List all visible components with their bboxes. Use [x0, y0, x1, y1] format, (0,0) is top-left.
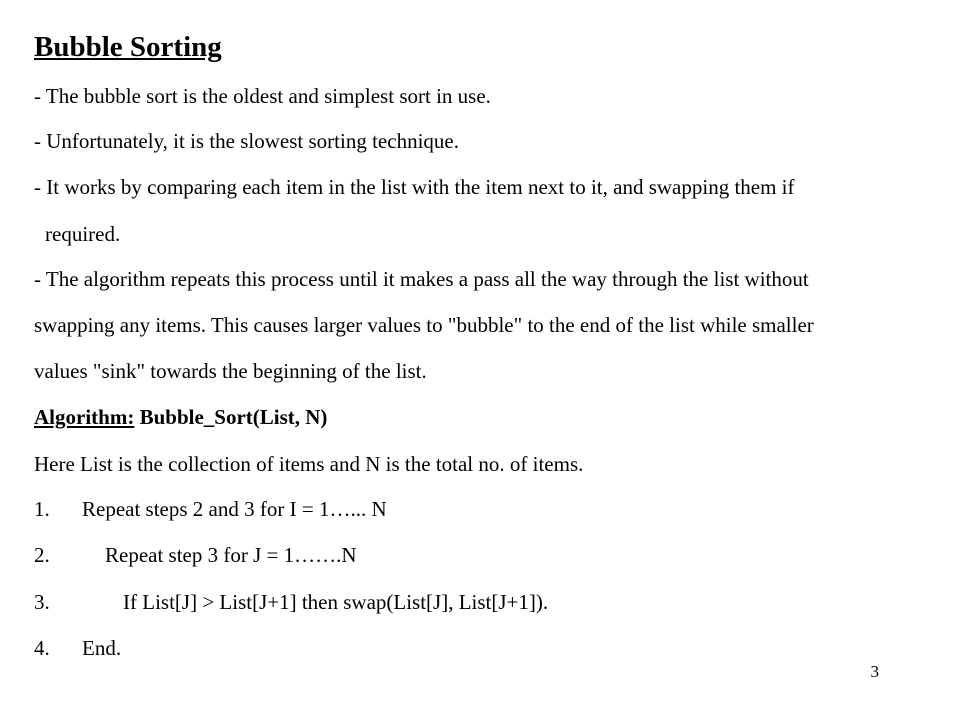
paragraph-line-4: required.: [45, 222, 121, 246]
algorithm-step-3: [34, 590, 734, 618]
algorithm-label: Algorithm:: [34, 405, 135, 429]
algorithm-heading: [34, 405, 327, 430]
step-number: 4.: [34, 636, 50, 660]
paragraph-line-5: - The algorithm repeats this process until it makes a pass all the way through the list without: [34, 267, 809, 291]
step-text: If List[J] > List[J+1] then swap(List[J], List[J+1]).: [123, 590, 549, 614]
paragraph-line-7: values "sink" towards the beginning of the list.: [34, 359, 427, 383]
step-text: End.: [82, 636, 122, 660]
algorithm-step-4: [34, 636, 334, 664]
step-number: 2.: [34, 543, 50, 567]
algorithm-description: Here List is the collection of items and N is the total no. of items.: [34, 452, 584, 476]
paragraph-line-6: swapping any items. This causes larger values to "bubble" to the end of the list while smaller: [34, 313, 814, 337]
algorithm-step-1: [34, 497, 534, 525]
paragraph-line-1: - The bubble sort is the oldest and simplest sort in use.: [34, 84, 491, 108]
step-text: Repeat step 3 for J = 1…….N: [105, 543, 357, 567]
page-number: 3: [870, 662, 879, 681]
step-text: Repeat steps 2 and 3 for I = 1…... N: [82, 497, 387, 521]
paragraph-line-2: - Unfortunately, it is the slowest sorting technique.: [34, 129, 459, 153]
step-number: 3.: [34, 590, 50, 614]
algorithm-signature: Bubble_Sort(List, N): [139, 405, 328, 429]
slide-title: Bubble Sorting: [34, 31, 222, 63]
step-number: 1.: [34, 497, 50, 521]
algorithm-step-2: [34, 543, 534, 571]
paragraph-line-3: - It works by comparing each item in the list with the item next to it, and swapping them if: [34, 175, 795, 199]
